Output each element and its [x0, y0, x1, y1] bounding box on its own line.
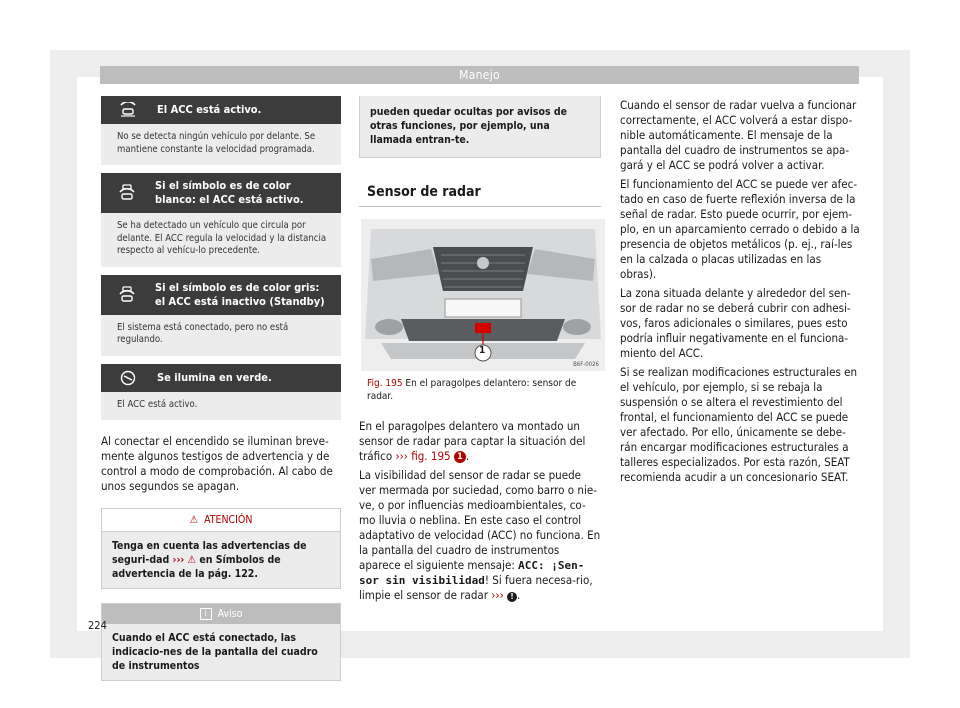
warning-text-2: en Símbolos de advertencia de la pág. 122.	[112, 554, 281, 580]
p2-text: La visibilidad del sensor de radar se puede ver mermada por suciedad, como barro o nie-ve, o por influencias medioambientales, co-mo lluvia o neblina. En este caso el control adaptativo de velocidad (ACC) no funciona. En la pantalla del cuadro de instrumentos aparece el siguiente mensaje:	[359, 468, 601, 572]
info-icon: i	[200, 608, 212, 620]
radar-sensor-figure	[361, 219, 605, 371]
acc-green-icon	[117, 370, 139, 386]
running-header: Manejo	[100, 66, 859, 84]
warning-box	[101, 508, 341, 589]
arrow-link[interactable]: ›››	[395, 449, 408, 463]
p2-text-2: ! Si fuera necesa-rio, limpie el sensor de radar	[359, 573, 593, 602]
card-title: Si el símbolo es de color gris: el ACC está inactivo (Standby)	[155, 280, 325, 308]
figure-caption-text: En el paragolpes delantero: sensor de radar.	[367, 378, 577, 402]
note-text-continued: pueden quedar ocultas por avisos de otras funciones, por ejemplo, una llamada entran-te.	[360, 96, 600, 157]
right-paragraph-4: Si se realizan modificaciones estructurales en el vehículo, por ejemplo, si se rebaja la suspensión o se altera el revestimiento del frontal, el funcionamiento del ACC se puede ver afectado. Por ello, únicamente se debe-rán encargar modificaciones estructurales a talleres especializados. Por esta razón, SEAT recomienda acudir a un concesionario SEAT.	[620, 365, 858, 484]
card-title: Se ilumina en verde.	[157, 370, 272, 384]
callout-number: 1	[479, 345, 486, 356]
acc-card-4	[101, 364, 341, 421]
sensor-paragraph-1: En el paragolpes delantero va montado un sensor de radar para captar la situación del tráfico ››› fig. 195 1 .	[359, 419, 586, 463]
figure-link[interactable]: fig. 195	[411, 449, 451, 463]
sensor-text	[359, 419, 601, 603]
figure-code: B6F-0026	[573, 361, 599, 368]
display-message: ACC: ¡Sen-sor sin visibilidad	[359, 559, 585, 587]
figure-label: Fig. 195	[367, 378, 403, 389]
note-box	[101, 603, 341, 681]
warning-circle-icon: !	[507, 592, 517, 602]
card-description: El ACC está activo.	[117, 398, 198, 410]
warning-icon: ⚠	[187, 554, 197, 566]
p1-text: En el paragolpes delantero va montado un sensor de radar para captar la situación del tráfico	[359, 419, 586, 463]
warning-text: Tenga en cuenta las advertencias de seguri-dad	[112, 540, 307, 566]
figure-caption	[367, 377, 601, 403]
note-heading: Aviso	[217, 608, 243, 620]
acc-icon	[117, 102, 139, 118]
acc-card-3	[101, 275, 341, 356]
warning-heading: ATENCIÓN	[204, 514, 253, 526]
card-description: No se detecta ningún vehículo por delante. Se mantiene constante la velocidad programada.	[117, 131, 316, 155]
acc-card-2	[101, 173, 341, 267]
sensor-paragraph-2: La visibilidad del sensor de radar se puede ver mermada por suciedad, como barro o nie-ve, o por influencias medioambientales, co-mo lluvia o neblina. En este caso el control adaptativo de velocidad (ACC) no funciona. En la pantalla del cuadro de instrumentos aparece el siguiente mensaje: ACC: ¡Sen-sor sin visibilidad! Si fuera necesa-rio, limpie el sensor de radar ››› ! .	[359, 468, 601, 602]
card-title: Si el símbolo es de color blanco: el ACC está activo.	[155, 179, 304, 206]
right-paragraph-2: El funcionamiento del ACC se puede ver afec-tado en caso de fuerte reflexión inversa de la señal de radar. Esto puede ocurrir, por ejem-plo, en un aparcamiento cerrado o debido a la presencia de objetos metálicos (p. ej., raí-les en la calzada o placas utilizadas en las obras).	[620, 177, 860, 281]
middle-column	[359, 96, 601, 607]
acc-vehicle-icon	[117, 184, 137, 202]
section-rule	[359, 206, 601, 207]
card-description: Se ha detectado un vehículo que circula por delante. El ACC regula la velocidad y la distancia respecto al vehícu-lo precedente.	[117, 220, 327, 256]
note-box-continued	[359, 96, 601, 158]
section-title: Sensor de radar	[367, 184, 481, 200]
arrow-link[interactable]: ›››	[491, 588, 504, 602]
section-header	[359, 184, 601, 207]
arrow-link[interactable]: ›››	[172, 554, 185, 566]
acc-card-1	[101, 96, 341, 165]
note-text: Cuando el ACC está conectado, las indicacio-nes de la pantalla del cuadro de instrumentos	[102, 624, 340, 680]
right-paragraph-1: Cuando el sensor de radar vuelva a funcionar correctamente, el ACC volverá a estar dispo-nible automáticamente. El mensaje de la pantalla del cuadro de instrumentos se apa-gará y el ACC se podrá volver a activar.	[620, 98, 857, 172]
right-paragraph-3: La zona situada delante y alrededor del sen-sor de radar no se deberá cubrir con adhesi-vos, faros adicionales o similares, pues esto podría influir negativamente en el funciona-miento del ACC.	[620, 286, 851, 360]
warning-icon: ⚠	[189, 514, 199, 526]
left-column	[101, 96, 341, 681]
page-number: 224	[88, 619, 107, 632]
callout-badge: 1	[454, 451, 466, 463]
card-title: El ACC está activo.	[157, 103, 262, 116]
acc-vehicle-icon	[117, 286, 137, 304]
right-column	[620, 98, 860, 489]
left-paragraph: Al conectar el encendido se iluminan breve-mente algunos testigos de advertencia y de control a modo de comprobación. Al cabo de unos segundos se apagan.	[101, 434, 333, 493]
card-description: El sistema está conectado, pero no está regulando.	[117, 321, 289, 345]
